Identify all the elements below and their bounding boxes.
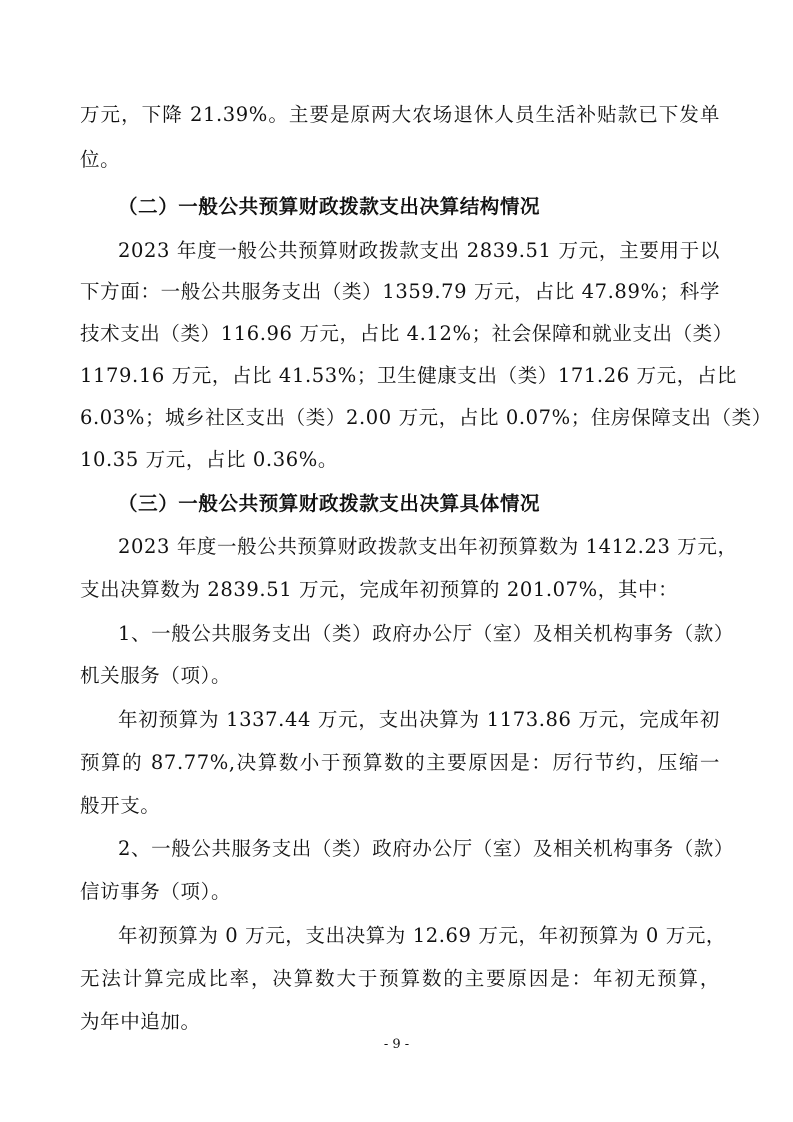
- paragraph-line: 信访事务（项）。: [80, 880, 232, 903]
- paragraph-line: 预算的 87.77%,决算数小于预算数的主要原因是：厉行节约，压缩一: [80, 751, 720, 774]
- paragraph-line: 10.35 万元，占比 0.36%。: [80, 448, 338, 471]
- paragraph-line: 6.03%；城乡社区支出（类）2.00 万元，占比 0.07%；住房保障支出（类）: [80, 406, 772, 429]
- paragraph-line: 年初预算为 0 万元，支出决算为 12.69 万元，年初预算为 0 万元，: [118, 924, 727, 947]
- paragraph-line: 位。: [80, 148, 121, 171]
- paragraph-line: 技术支出（类）116.96 万元，占比 4.12%；社会保障和就业支出（类）: [80, 322, 733, 345]
- page-number: - 9 -: [383, 1037, 410, 1052]
- paragraph-line: 1、一般公共服务支出（类）政府办公厅（室）及相关机构事务（款）: [118, 622, 735, 645]
- section-heading: （三）一般公共预算财政拨款支出决算具体情况: [118, 492, 541, 515]
- paragraph-line: 2023 年度一般公共预算财政拨款支出 2839.51 万元，主要用于以: [118, 239, 720, 262]
- paragraph-line: 2、一般公共服务支出（类）政府办公厅（室）及相关机构事务（款）: [118, 837, 735, 860]
- paragraph-line: 2023 年度一般公共预算财政拨款支出年初预算数为 1412.23 万元，: [118, 535, 738, 558]
- paragraph-line: 下方面：一般公共服务支出（类）1359.79 万元，占比 47.89%；科学: [80, 280, 720, 303]
- paragraph-line: 支出决算数为 2839.51 万元，完成年初预算的 201.07%，其中：: [80, 578, 679, 601]
- paragraph-line: 机关服务（项）。: [80, 664, 232, 687]
- paragraph-line: 为年中追加。: [80, 1010, 201, 1033]
- paragraph-line: 年初预算为 1337.44 万元，支出决算为 1173.86 万元，完成年初: [118, 708, 720, 731]
- paragraph-line: 般开支。: [80, 794, 161, 817]
- section-heading: （二）一般公共预算财政拨款支出决算结构情况: [118, 195, 541, 218]
- paragraph-line: 无法计算完成比率，决算数大于预算数的主要原因是：年初无预算，: [80, 967, 720, 990]
- paragraph-line: 万元，下降 21.39%。主要是原两大农场退休人员生活补贴款已下发单: [80, 103, 720, 126]
- paragraph-line: 1179.16 万元，占比 41.53%；卫生健康支出（类）171.26 万元，占比: [80, 364, 738, 387]
